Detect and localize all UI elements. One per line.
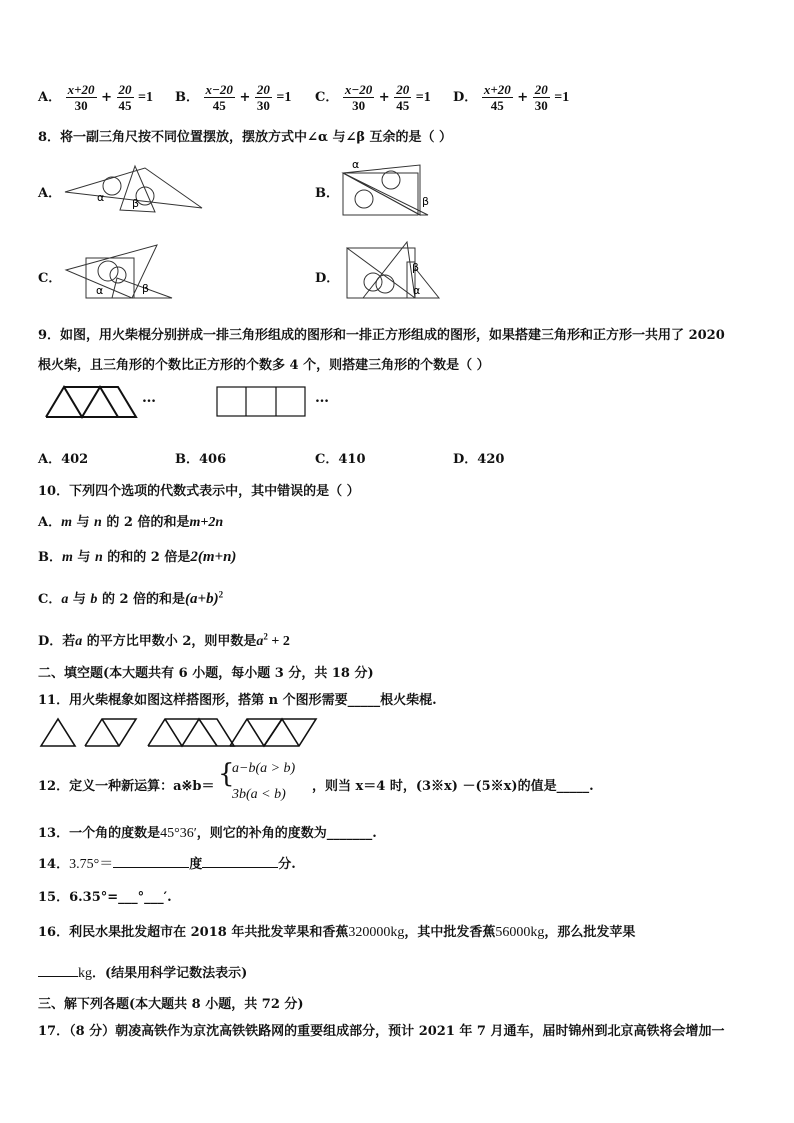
q8-figure-a — [60, 160, 210, 220]
q8-label-a[interactable]: A． — [38, 186, 62, 201]
q9-dots-1: … — [142, 390, 156, 406]
q9-dots-2: … — [315, 390, 329, 406]
q8-figure-c — [62, 240, 182, 302]
svg-text:α: α — [413, 284, 421, 297]
q15-stem: 15．6.35°=___°___′. — [38, 890, 172, 905]
q12-case-2: 3b(a < b) — [232, 787, 286, 802]
q9-triangles-figure — [44, 384, 140, 420]
q8-stem: 8．将一副三角尺按不同位置摆放，摆放方式中∠α 与∠β 互余的是（ ） — [38, 130, 453, 145]
q10-option-c[interactable]: C．a 与 b 的 2 倍的和是$(a+b)^2$ — [38, 589, 224, 607]
section-3-heading: 三、解下列各题(本大题共 8 小题，共 72 分) — [38, 997, 304, 1012]
svg-text:β: β — [422, 195, 430, 208]
q14-stem: 14．3.75°＝ 度 分. — [38, 857, 296, 872]
svg-text:β: β — [142, 282, 150, 295]
section-2-heading: 二、填空题(本大题共有 6 小题，每小题 3 分，共 18 分) — [38, 666, 374, 681]
q8-label-d[interactable]: D． — [315, 271, 340, 286]
q12-stem: 12．定义一种新运算：a※b＝ — [38, 779, 215, 794]
q9-squares-figure — [216, 386, 308, 418]
q9-option-c[interactable]: C．410 — [315, 452, 366, 467]
q11-stem: 11．用火柴棍象如图这样搭图形，搭第 n 个图形需要_____根火柴棍. — [38, 693, 437, 708]
q11-figure — [38, 716, 328, 750]
q10-option-d[interactable]: D．若a 的平方比甲数小 2，则甲数是$a^2 + 2$ — [38, 631, 290, 649]
q10-option-b[interactable]: B．m 与 n 的和的 2 倍是2(m+n) — [38, 549, 237, 565]
q7-option-c[interactable]: C． $\frac{x-20}{30}$ + $\frac{20}{45}$ =1 — [315, 82, 431, 113]
q9-option-a[interactable]: A．402 — [38, 452, 89, 467]
q16-answer-blank[interactable] — [38, 964, 78, 977]
svg-text:α: α — [96, 284, 104, 297]
q14-blank-degree[interactable] — [113, 855, 189, 868]
q14-blank-minute[interactable] — [202, 855, 278, 868]
q9-line2: 根火柴，且三角形的个数比正方形的个数多 4 个，则搭建三角形的个数是（ ） — [38, 358, 490, 373]
q12-brace: { — [218, 759, 235, 789]
q12-case-1: a−b(a > b) — [232, 761, 296, 776]
q9-option-d[interactable]: D．420 — [453, 452, 505, 467]
q7-option-a[interactable]: A． $\frac{x+20}{30}$ + $\frac{20}{45}$ =1 — [38, 82, 154, 113]
svg-text:β: β — [132, 197, 140, 210]
svg-text:α: α — [352, 158, 360, 171]
q12-tail: ，则当 x＝4 时，(3※x) －(5※x)的值是_____. — [312, 779, 594, 794]
q8-figure-d — [345, 240, 445, 302]
q8-figure-b — [340, 155, 440, 220]
q13-stem: 13．一个角的度数是45°36′，则它的补角的度数为_______. — [38, 826, 377, 841]
q7-option-b[interactable]: B． $\frac{x-20}{45}$ + $\frac{20}{30}$ =1 — [175, 82, 292, 113]
q10-stem: 10．下列四个选项的代数式表示中，其中错误的是（ ） — [38, 484, 360, 499]
q17-stem: 17．（8 分）朝凌高铁作为京沈高铁铁路网的重要组成部分，预计 2021 年 7 月通车，届时锦州到北京高铁将会增加一 — [38, 1024, 725, 1039]
q10-option-a[interactable]: A．m 与 n 的 2 倍的和是m+2n — [38, 515, 224, 530]
q8-label-b[interactable]: B． — [315, 186, 339, 201]
q16-line2: kg．(结果用科学记数法表示) — [38, 962, 247, 982]
svg-text:β: β — [412, 261, 420, 274]
q9-option-b[interactable]: B．406 — [175, 452, 227, 467]
q16-line1: 16．利民水果批发超市在 2018 年共批发苹果和香蕉320000kg，其中批发香蕉56000kg，那么批发苹果 — [38, 925, 636, 940]
q7-option-d[interactable]: D． $\frac{x+20}{45}$ + $\frac{20}{30}$ =1 — [453, 82, 570, 113]
q8-label-c[interactable]: C． — [38, 271, 62, 286]
svg-text:α: α — [97, 191, 105, 204]
q9-line1: 9．如图，用火柴棍分别拼成一排三角形组成的图形和一排正方形组成的图形，如果搭建三角形和正方形一共用了 2020 — [38, 328, 725, 343]
